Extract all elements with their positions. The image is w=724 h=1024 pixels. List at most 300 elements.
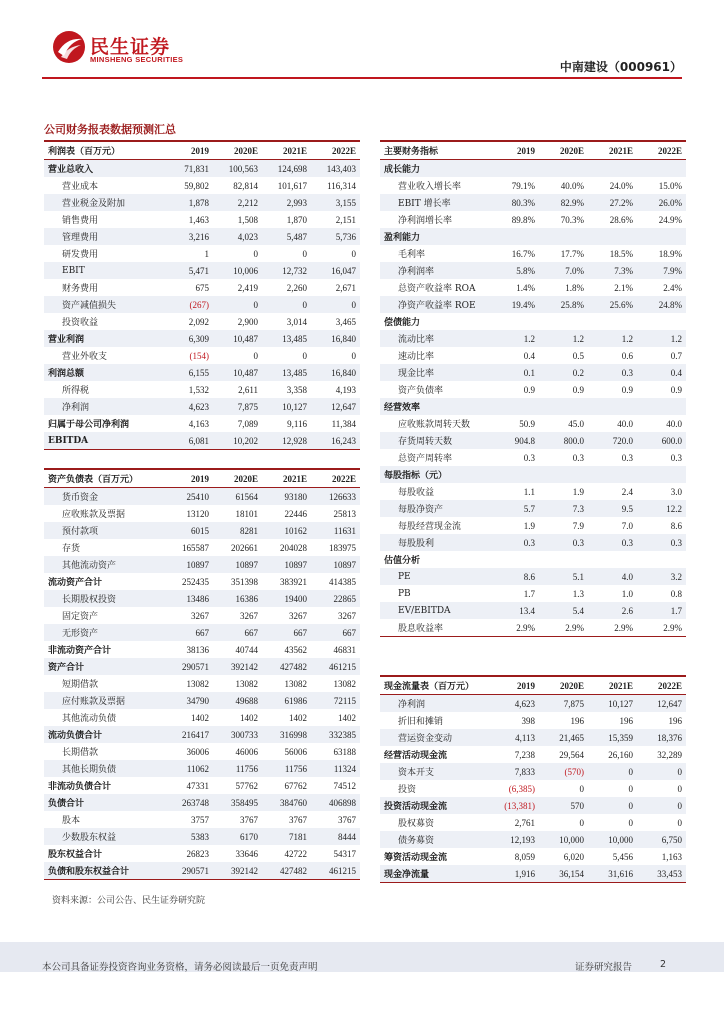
- cell-value: 0: [588, 763, 637, 780]
- cell-value: 24.0%: [609, 180, 633, 191]
- row-label: 归属于母公司净利润: [48, 420, 130, 430]
- row-label: 长期借款: [62, 748, 99, 758]
- cell-value: 47331: [186, 780, 209, 791]
- cell-value: 427482: [262, 862, 311, 880]
- cell-value: 0: [302, 248, 307, 259]
- row-label: 现金净流量: [380, 865, 490, 883]
- row-label: 净利润: [380, 695, 490, 713]
- cell-value: 4,163: [188, 418, 209, 429]
- table-row: [44, 177, 360, 194]
- cell-value: 0.9: [572, 384, 584, 395]
- year-header: 2019: [164, 141, 213, 160]
- cell-value: 16,047: [311, 262, 360, 279]
- cell-value: 34790: [164, 692, 213, 709]
- cell-value: 1,532: [188, 384, 209, 395]
- cell-value: 7.9: [572, 520, 584, 531]
- cell-value: 0: [579, 817, 584, 828]
- cell-value: 2,761: [514, 817, 535, 828]
- row-label: 利润总额: [44, 364, 164, 381]
- cell-value: 16386: [213, 590, 262, 607]
- row-label: 资产负债率: [398, 386, 444, 396]
- table-title: 现金流量表（百万元）: [380, 676, 490, 695]
- table-row: [380, 619, 686, 637]
- table-row: [44, 347, 360, 364]
- cell-value: 5.4: [539, 602, 588, 619]
- cell-value: 25.8%: [539, 296, 588, 313]
- row-label: 每股股利: [380, 534, 490, 551]
- cell-value: 2.9%: [588, 619, 637, 637]
- cell-value: 126633: [311, 488, 360, 506]
- cell-value: 414385: [329, 576, 356, 587]
- cell-value: 1.2: [637, 330, 686, 347]
- table-row: [44, 675, 360, 692]
- table-row: [380, 194, 686, 211]
- cell-value: [637, 160, 686, 178]
- table-row: [44, 760, 360, 777]
- table-row: [380, 763, 686, 780]
- row-label: 债务募资: [380, 831, 490, 848]
- row-label: 预付款项: [44, 522, 164, 539]
- cell-value: 0.3: [523, 452, 535, 463]
- table-row: [44, 828, 360, 845]
- cell-value: 13082: [186, 678, 209, 689]
- cell-value: 3767: [289, 814, 307, 825]
- cell-value: 46831: [333, 644, 356, 655]
- cell-value: [539, 160, 588, 178]
- row-label: 折旧和摊销: [398, 717, 444, 727]
- cell-value: 27.2%: [588, 194, 637, 211]
- row-label: 盈利能力: [380, 228, 490, 245]
- row-label: 固定资产: [62, 612, 99, 622]
- cell-value: 29,564: [559, 749, 584, 760]
- row-label: EBIT 增长率: [380, 194, 490, 211]
- cell-value: 61564: [213, 488, 262, 506]
- cell-value: 13082: [235, 678, 258, 689]
- cell-value: [539, 551, 588, 568]
- cell-value: 5.1: [539, 568, 588, 585]
- cell-value: 21,465: [539, 729, 588, 746]
- cell-value: 0: [213, 296, 262, 313]
- cell-value: 384760: [262, 794, 311, 811]
- cell-value: 0.3: [588, 364, 637, 381]
- cell-value: 7.3%: [588, 262, 637, 279]
- cell-value: 196: [570, 715, 584, 726]
- row-label: 非流动资产合计: [48, 646, 112, 656]
- cell-value: 1402: [338, 712, 356, 723]
- cell-value: 45.0: [568, 418, 584, 429]
- cell-value: 1.8%: [565, 282, 584, 293]
- cell-value: 3267: [338, 610, 356, 621]
- cell-value: 6,020: [563, 851, 584, 862]
- cell-value: 2,092: [188, 316, 209, 327]
- cell-value: 0.9: [670, 384, 682, 395]
- table-row: [380, 364, 686, 381]
- table-row: [44, 641, 360, 658]
- cell-value: [490, 228, 539, 245]
- year-header: 2021E: [262, 141, 311, 160]
- row-label: 营业总收入: [44, 160, 164, 178]
- row-label: 应付账款及票据: [44, 692, 164, 709]
- cell-value: 11062: [164, 760, 213, 777]
- table-row: [380, 585, 686, 602]
- cell-value: 3,155: [311, 194, 360, 211]
- year-header: 2022E: [637, 141, 686, 160]
- table-row: [44, 211, 360, 228]
- cell-value: 332385: [311, 726, 360, 743]
- cell-value: 0.3: [490, 534, 539, 551]
- cell-value: 10897: [262, 556, 311, 573]
- cell-value: 316998: [262, 726, 311, 743]
- cell-value: 216417: [164, 726, 213, 743]
- cell-value: 3,216: [164, 228, 213, 245]
- cell-value: 392142: [213, 862, 262, 880]
- cell-value: 0: [311, 296, 360, 313]
- cell-value: 0.8: [670, 588, 682, 599]
- cell-value: 1.2: [588, 330, 637, 347]
- cell-value: 0: [628, 783, 633, 794]
- cell-value: 18,376: [637, 729, 686, 746]
- year-header: 2021E: [588, 676, 637, 695]
- row-label: PB: [398, 588, 411, 599]
- cell-value: 22865: [311, 590, 360, 607]
- cell-value: 50.9: [519, 418, 535, 429]
- cell-value: 10,000: [588, 831, 637, 848]
- cell-value: 28.6%: [609, 214, 633, 225]
- cell-value: 13120: [186, 508, 209, 519]
- cell-value: 461215: [311, 658, 360, 675]
- cell-value: 1,870: [286, 214, 307, 225]
- table-row: [44, 811, 360, 828]
- balance-sheet-table: [44, 468, 360, 880]
- cell-value: 0.1: [490, 364, 539, 381]
- cell-value: 0: [579, 783, 584, 794]
- row-label: 其他流动资产: [44, 556, 164, 573]
- cell-value: 1,163: [661, 851, 682, 862]
- cell-value: [588, 551, 637, 568]
- cell-value: 10,127: [262, 398, 311, 415]
- cell-value: 1.9: [572, 486, 584, 497]
- cell-value: 0: [253, 350, 258, 361]
- cell-value: 3767: [338, 814, 356, 825]
- source-note: 资料来源：公司公告、民生证券研究院: [52, 896, 206, 906]
- cell-value: 10,127: [588, 695, 637, 713]
- cell-value: 1,463: [188, 214, 209, 225]
- cell-value: 183975: [329, 542, 356, 553]
- table-row: [380, 432, 686, 449]
- table-row: [380, 780, 686, 797]
- cell-value: 10,000: [539, 831, 588, 848]
- header-divider: [42, 77, 682, 79]
- cell-value: [637, 466, 686, 483]
- cell-value: 0.3: [572, 452, 584, 463]
- table-row: [44, 658, 360, 675]
- cell-value: 13,485: [262, 364, 311, 381]
- cell-value: [490, 313, 539, 330]
- cell-value: 31,616: [588, 865, 637, 883]
- cell-value: 6,081: [164, 432, 213, 450]
- table-row: [380, 296, 686, 313]
- cell-value: 398: [521, 715, 535, 726]
- cell-value: 5383: [164, 828, 213, 845]
- cell-value: 0.7: [670, 350, 682, 361]
- cell-value: [588, 160, 637, 178]
- table-row: [44, 262, 360, 279]
- cell-value: 16.7%: [511, 248, 535, 259]
- cell-value: 40.0: [617, 418, 633, 429]
- cell-value: (570): [539, 763, 588, 780]
- table-row: [380, 483, 686, 500]
- year-header: 2020E: [213, 141, 262, 160]
- cell-value: [637, 228, 686, 245]
- table-row: [44, 488, 360, 506]
- cell-value: 5.8%: [490, 262, 539, 279]
- row-label: 股权募资: [398, 819, 435, 829]
- cell-value: 0: [351, 350, 356, 361]
- table-row: [380, 551, 686, 568]
- cell-value: 13082: [284, 678, 307, 689]
- cell-value: 59,802: [184, 180, 209, 191]
- row-label: 研发费用: [62, 250, 99, 260]
- cell-value: 8,059: [514, 851, 535, 862]
- cell-value: 38136: [186, 644, 209, 655]
- cell-value: 79.1%: [511, 180, 535, 191]
- cell-value: 0.6: [621, 350, 633, 361]
- table-row: [44, 381, 360, 398]
- cell-value: 0.5: [572, 350, 584, 361]
- cell-value: 12,193: [490, 831, 539, 848]
- row-label: 负债和股东权益合计: [44, 862, 164, 880]
- cell-value: 1: [204, 248, 209, 259]
- row-label: 现金比率: [380, 364, 490, 381]
- cell-value: 93180: [262, 488, 311, 506]
- table-row: [380, 831, 686, 848]
- row-label: 非流动负债合计: [48, 782, 112, 792]
- cell-value: 61986: [262, 692, 311, 709]
- page-number: 2: [660, 959, 667, 970]
- row-label: 投资收益: [62, 318, 99, 328]
- cell-value: 1,878: [164, 194, 213, 211]
- row-label: 每股指标（元）: [380, 466, 490, 483]
- cell-value: 0: [677, 817, 682, 828]
- cell-value: 13.4: [490, 602, 539, 619]
- row-label: 销售费用: [62, 216, 99, 226]
- cell-value: 2.9%: [539, 619, 588, 637]
- cell-value: 3.2: [637, 568, 686, 585]
- row-label: EBIT: [44, 262, 164, 279]
- table-title: 利润表（百万元）: [44, 141, 164, 160]
- row-label: 股东权益合计: [48, 850, 103, 860]
- cell-value: 100,563: [213, 160, 262, 178]
- cell-value: 1.3: [572, 588, 584, 599]
- cell-value: 80.3%: [490, 194, 539, 211]
- table-row: [44, 556, 360, 573]
- cell-value: 667: [262, 624, 311, 641]
- cell-value: 204028: [280, 542, 307, 553]
- cell-value: 252435: [182, 576, 209, 587]
- cell-value: 19.4%: [490, 296, 539, 313]
- cell-value: (267): [164, 296, 213, 313]
- row-label: 股息收益率: [380, 619, 490, 637]
- row-label: 其他流动负债: [62, 714, 117, 724]
- cell-value: (6,385): [508, 783, 535, 794]
- cell-value: 46006: [235, 746, 258, 757]
- cell-value: 5,471: [164, 262, 213, 279]
- cell-value: 0.3: [670, 452, 682, 463]
- cell-value: 0: [588, 797, 637, 814]
- row-label: 成长能力: [380, 160, 490, 178]
- cell-value: [539, 398, 588, 415]
- table-row: [44, 415, 360, 432]
- cell-value: 42722: [284, 848, 307, 859]
- row-label: PE: [380, 568, 490, 585]
- cell-value: 1.4%: [516, 282, 535, 293]
- cell-value: 32,289: [657, 749, 682, 760]
- table-row: [380, 177, 686, 194]
- row-label: 少数股东权益: [44, 828, 164, 845]
- table-row: [380, 797, 686, 814]
- table-row: [44, 862, 360, 880]
- table-row: [380, 245, 686, 262]
- cell-value: 600.0: [637, 432, 686, 449]
- cell-value: [539, 228, 588, 245]
- cell-value: 22446: [284, 508, 307, 519]
- cell-value: 12,647: [637, 695, 686, 713]
- footer-report-type: 证券研究报告: [575, 962, 633, 973]
- cell-value: 8281: [213, 522, 262, 539]
- table-row: [44, 573, 360, 590]
- cell-value: 5.7: [490, 500, 539, 517]
- cell-value: 70.3%: [560, 214, 584, 225]
- row-label: 资产减值损失: [44, 296, 164, 313]
- table-row: [380, 865, 686, 883]
- cell-value: 7,833: [490, 763, 539, 780]
- cell-value: 4,113: [490, 729, 539, 746]
- table-row: [44, 432, 360, 450]
- cell-value: 18101: [235, 508, 258, 519]
- cell-value: 9,116: [287, 418, 307, 429]
- cell-value: [588, 228, 637, 245]
- table-header-row: [380, 141, 686, 160]
- row-label: 流动负债合计: [44, 726, 164, 743]
- table-row: [44, 228, 360, 245]
- cell-value: 0.3: [539, 534, 588, 551]
- row-label: 每股净资产: [380, 500, 490, 517]
- year-header: 2022E: [311, 469, 360, 488]
- year-header: 2019: [164, 469, 213, 488]
- row-label: 净利润: [44, 398, 164, 415]
- table-title: 主要财务指标: [380, 141, 490, 160]
- cell-value: 0: [262, 296, 311, 313]
- cell-value: 18.5%: [609, 248, 633, 259]
- cell-value: 290571: [164, 862, 213, 880]
- table-row: [44, 709, 360, 726]
- row-label: 其他长期负债: [44, 760, 164, 777]
- cell-value: 3267: [240, 610, 258, 621]
- table-row: [380, 746, 686, 763]
- cell-value: 10897: [311, 556, 360, 573]
- cell-value: 3267: [191, 610, 209, 621]
- table-row: [44, 607, 360, 624]
- row-label: 经营效率: [380, 398, 490, 415]
- row-label: 负债合计: [44, 794, 164, 811]
- cell-value: 3,358: [286, 384, 307, 395]
- table-row: [380, 381, 686, 398]
- minsheng-logo-icon: [52, 30, 86, 64]
- cell-value: 33646: [235, 848, 258, 859]
- table-row: [44, 743, 360, 760]
- cell-value: [588, 466, 637, 483]
- row-label: 营业利润: [44, 330, 164, 347]
- row-label: 应收账款周转天数: [398, 420, 471, 430]
- row-label: 每股经营现金流: [398, 522, 462, 532]
- cell-value: 10,487: [213, 330, 262, 347]
- cell-value: 4.0: [588, 568, 637, 585]
- cell-value: [490, 398, 539, 415]
- cell-value: 570: [539, 797, 588, 814]
- cell-value: 9.5: [588, 500, 637, 517]
- table-row: [380, 602, 686, 619]
- cell-value: 1,916: [490, 865, 539, 883]
- cell-value: 2,419: [237, 282, 258, 293]
- cell-value: 124,698: [262, 160, 311, 178]
- cell-value: 0.4: [637, 364, 686, 381]
- cell-value: 0: [302, 350, 307, 361]
- cell-value: 11631: [311, 522, 360, 539]
- table-row: [380, 466, 686, 483]
- cell-value: 0: [637, 797, 686, 814]
- cell-value: 0: [351, 248, 356, 259]
- cell-value: 3757: [191, 814, 209, 825]
- cell-value: 71,831: [164, 160, 213, 178]
- year-header: 2022E: [311, 141, 360, 160]
- cell-value: 1402: [289, 712, 307, 723]
- table-row: [44, 330, 360, 347]
- row-label: 短期借款: [62, 680, 99, 690]
- table-header-row: [44, 141, 360, 160]
- cell-value: 10,006: [213, 262, 262, 279]
- cell-value: 72115: [311, 692, 360, 709]
- cell-value: 0: [637, 763, 686, 780]
- cell-value: 0.3: [621, 452, 633, 463]
- table-row: [44, 194, 360, 211]
- cell-value: 63188: [333, 746, 356, 757]
- row-label: 筹资活动现金流: [384, 853, 448, 863]
- table-row: [44, 398, 360, 415]
- cell-value: 13,485: [262, 330, 311, 347]
- table-row: [44, 505, 360, 522]
- table-row: [380, 814, 686, 831]
- cell-value: 720.0: [588, 432, 637, 449]
- cell-value: 2,260: [286, 282, 307, 293]
- cell-value: 7.9%: [637, 262, 686, 279]
- row-label: 资本开支: [380, 763, 490, 780]
- cell-value: 3767: [240, 814, 258, 825]
- row-label: EBITDA: [44, 432, 164, 450]
- cell-value: (13,381): [490, 797, 539, 814]
- cell-value: 2,993: [262, 194, 311, 211]
- cell-value: 15.0%: [658, 180, 682, 191]
- cell-value: (154): [189, 350, 209, 361]
- row-label: 营运资金变动: [380, 729, 490, 746]
- section-title: 公司财务报表数据预测汇总: [44, 123, 176, 136]
- cell-value: 8.6: [670, 520, 682, 531]
- cell-value: 406898: [311, 794, 360, 811]
- row-label: 流动资产合计: [48, 578, 103, 588]
- year-header: 2019: [490, 676, 539, 695]
- cell-value: 0.9: [523, 384, 535, 395]
- cell-value: 667: [213, 624, 262, 641]
- table-row: [380, 211, 686, 228]
